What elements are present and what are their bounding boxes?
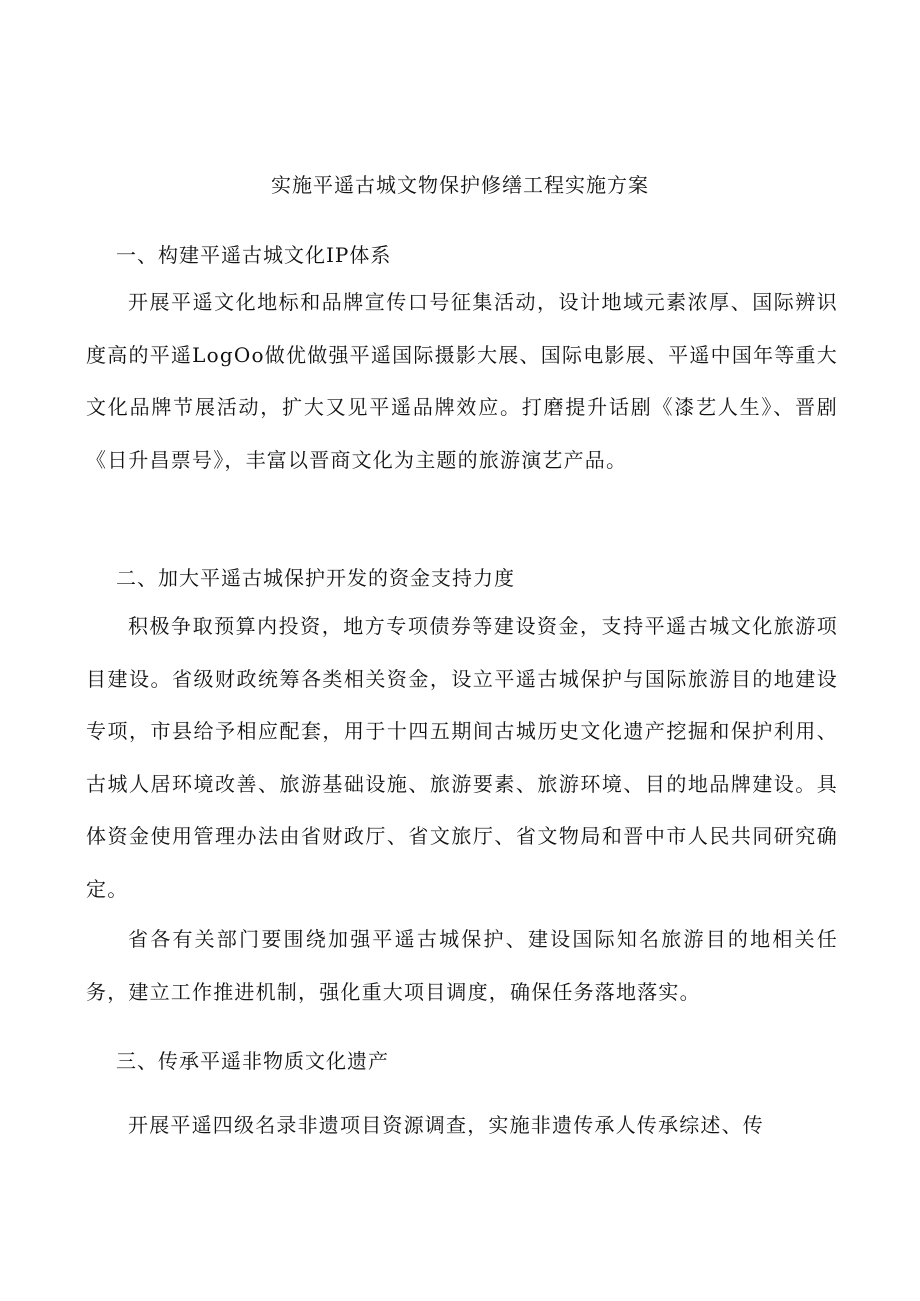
- section-heading-2: 二、加大平遥古城保护开发的资金支持力度: [116, 566, 515, 590]
- section-2-paragraph-2: 省各有关部门要围绕加强平遥古城保护、建设国际知名旅游目的地相关任务，建立工作推进机制，强化重大项目调度，确保任务落地落实。: [86, 927, 838, 1004]
- section-1-paragraph-1: 开展平遥文化地标和品牌宣传口号征集活动，设计地域元素浓厚、国际辨识度高的平遥LogOo做优做强平遥国际摄影大展、国际电影展、平遥中国年等重大文化品牌节展活动，扩大又见平遥品牌效应。打磨提升话剧《漆艺人生》、晋剧《日升昌票号》，丰富以晋商文化为主题的旅游演艺产品。: [86, 290, 838, 472]
- section-3-paragraph-1: 开展平遥四级名录非遗项目资源调查，实施非遗传承人传承综述、传: [128, 1113, 764, 1137]
- document-title: 实施平遥古城文物保护修缮工程实施方案: [271, 173, 649, 197]
- section-heading-3: 三、传承平遥非物质文化遗产: [116, 1049, 389, 1073]
- section-2-paragraph-1: 积极争取预算内投资，地方专项债券等建设资金，支持平遥古城文化旅游项目建设。省级财政统筹各类相关资金，设立平遥古城保护与国际旅游目的地建设专项，市县给予相应配套，用于十四五期间古城历史文化遗产挖掘和保护利用、古城人居环境改善、旅游基础设施、旅游要素、旅游环境、目的地品牌建设。具体资金使用管理办法由省财政厅、省文旅厅、省文物局和晋中市人民共同研究确定。: [86, 614, 838, 901]
- section-heading-1: 一、构建平遥古城文化IP体系: [116, 243, 392, 267]
